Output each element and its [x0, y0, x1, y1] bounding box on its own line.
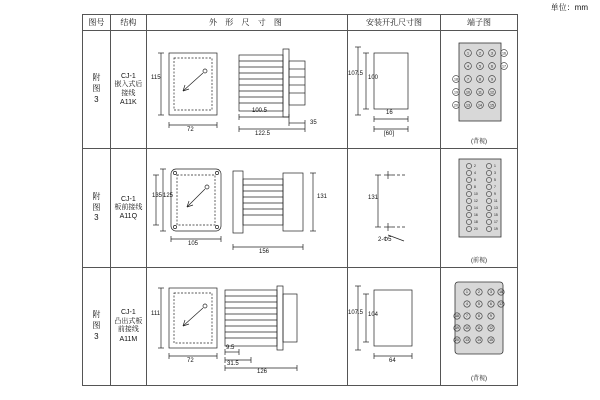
svg-text:14: 14	[473, 206, 478, 211]
svg-text:20: 20	[455, 337, 459, 342]
svg-text:19: 19	[453, 90, 458, 95]
row1-dim-1225: 122.5	[254, 131, 270, 137]
cell-hole-2	[347, 149, 440, 267]
svg-text:15: 15	[493, 213, 498, 218]
svg-text:2: 2	[478, 289, 480, 294]
svg-text:8: 8	[478, 77, 481, 82]
svg-text:7: 7	[493, 185, 496, 190]
mounting-hole-drawing-2	[348, 149, 440, 265]
svg-text:3: 3	[490, 51, 493, 56]
cell-no-2	[83, 149, 111, 267]
row1-dim-72: 72	[186, 127, 194, 133]
row3-model: CJ-1	[120, 309, 136, 317]
row3-hole-1075: 107.5	[347, 309, 363, 316]
row1-term-note: (背视)	[470, 139, 487, 146]
svg-text:14: 14	[477, 103, 482, 108]
svg-text:17: 17	[499, 301, 503, 306]
row2-model: CJ-1	[120, 195, 136, 203]
svg-text:18: 18	[473, 220, 478, 225]
cell-hole-1	[347, 31, 440, 149]
svg-text:10: 10	[473, 192, 478, 197]
svg-text:1: 1	[493, 164, 496, 169]
mounting-hole-drawing-1	[348, 31, 440, 147]
mounting-hole-drawing-3	[348, 268, 440, 384]
outline-drawing-3	[147, 268, 347, 384]
svg-text:16: 16	[473, 213, 478, 218]
row3-struct-code: A11M	[119, 336, 138, 344]
svg-text:3: 3	[493, 171, 496, 176]
svg-text:8: 8	[473, 185, 476, 190]
svg-text:5: 5	[478, 64, 481, 69]
row1-model: CJ-1	[120, 72, 136, 80]
row2-dim-131: 131	[316, 194, 327, 201]
row2-dim-105: 105	[187, 241, 198, 248]
row1-dim-1005: 100.5	[251, 108, 267, 114]
svg-text:13: 13	[465, 103, 470, 108]
svg-text:4: 4	[466, 301, 468, 306]
svg-text:9: 9	[490, 77, 493, 82]
row1-struct-code: A11K	[120, 99, 137, 107]
row3-hole-104: 104	[367, 311, 378, 318]
svg-text:19: 19	[493, 227, 498, 232]
row1-dim-35: 35	[309, 120, 317, 126]
svg-text:2: 2	[473, 164, 476, 169]
svg-text:10: 10	[465, 325, 469, 330]
row2-dim-125: 125	[162, 193, 173, 200]
row3-dim-315: 31.5	[226, 360, 239, 367]
table-header-row	[83, 15, 518, 31]
cell-dim-2	[146, 149, 347, 267]
row1-hole-60: [60]	[383, 131, 394, 137]
row1-no-line1: 附	[92, 73, 101, 83]
row2-struct-code: A11Q	[119, 213, 138, 221]
svg-text:1: 1	[466, 51, 469, 56]
svg-text:20: 20	[453, 103, 458, 108]
header-dim: 外 形 尺 寸 图	[146, 15, 347, 31]
row1-struct-text: 嵌入式后接线	[114, 80, 143, 97]
row1-hole-16: 16	[385, 110, 393, 116]
cell-term-3	[440, 267, 517, 385]
row1-hole-100: 100	[367, 75, 378, 81]
row3-term-note: (背视)	[470, 376, 487, 382]
svg-text:16: 16	[501, 51, 506, 56]
header-struct: 结构	[110, 15, 146, 31]
svg-text:15: 15	[489, 103, 494, 108]
svg-text:17: 17	[501, 64, 506, 69]
svg-text:15: 15	[489, 337, 493, 342]
cell-dim-3	[146, 267, 347, 385]
svg-text:17: 17	[493, 220, 498, 225]
svg-text:13: 13	[465, 337, 469, 342]
cell-dim-1	[146, 31, 347, 149]
terminal-diagram-1	[441, 31, 517, 147]
svg-text:19: 19	[455, 325, 459, 330]
svg-text:9: 9	[490, 313, 492, 318]
table-row	[83, 267, 518, 385]
row3-dim-72: 72	[186, 357, 194, 364]
terminal-diagram-2	[441, 149, 517, 265]
svg-text:8: 8	[478, 313, 480, 318]
cell-hole-3	[347, 267, 440, 385]
cell-struct-3	[110, 267, 146, 385]
svg-text:2: 2	[478, 51, 481, 56]
svg-text:11: 11	[478, 90, 482, 95]
svg-text:6: 6	[490, 64, 493, 69]
outline-drawing-2	[147, 149, 347, 265]
svg-text:10: 10	[465, 90, 470, 95]
svg-text:7: 7	[466, 77, 469, 82]
table-row	[83, 31, 518, 149]
cell-struct-1	[110, 31, 146, 149]
row2-no-line1: 附	[92, 191, 101, 201]
svg-text:6: 6	[473, 178, 476, 183]
svg-text:6: 6	[490, 301, 492, 306]
specification-table	[82, 14, 518, 386]
row3-no-line1: 附	[92, 310, 101, 320]
svg-text:12: 12	[473, 199, 478, 204]
header-term: 端子图	[440, 15, 517, 31]
row3-no-line2: 图	[92, 320, 101, 330]
svg-text:5: 5	[493, 178, 496, 183]
outline-drawing-1	[147, 31, 347, 147]
svg-text:11: 11	[493, 199, 498, 204]
row2-struct-text: 板前接线	[114, 203, 143, 211]
row3-dim-126: 126	[256, 368, 267, 375]
row2-hole-131: 131	[367, 195, 378, 202]
row3-hole-64: 64	[388, 357, 396, 364]
svg-text:14: 14	[477, 337, 481, 342]
svg-text:18: 18	[455, 313, 459, 318]
row2-no-line3: 3	[94, 213, 99, 223]
svg-text:9: 9	[493, 192, 496, 197]
row1-no-line2: 图	[92, 84, 101, 94]
svg-text:13: 13	[493, 206, 498, 211]
header-no: 图号	[83, 15, 111, 31]
svg-text:12: 12	[489, 90, 494, 95]
svg-text:11: 11	[477, 325, 481, 330]
row3-no-line3: 3	[94, 331, 99, 341]
row2-no-line2: 图	[92, 202, 101, 212]
cell-term-1	[440, 31, 517, 149]
svg-text:4: 4	[473, 171, 476, 176]
svg-text:20: 20	[473, 227, 478, 232]
svg-text:5: 5	[478, 301, 480, 306]
row2-dim-135: 135	[151, 193, 162, 200]
svg-text:12: 12	[489, 325, 493, 330]
unit-label: 单位：mm	[550, 3, 588, 12]
row3-dim-95: 9.5	[225, 344, 235, 351]
svg-text:3: 3	[490, 289, 492, 294]
row2-term-note: (前视)	[470, 257, 487, 264]
svg-text:1: 1	[466, 289, 468, 294]
row1-hole-1075: 107.5	[347, 71, 363, 77]
terminal-diagram-3	[441, 268, 517, 384]
row3-dim-111: 111	[150, 310, 161, 317]
row3-struct-text: 凸出式板前接线	[114, 317, 143, 334]
cell-no-1	[83, 31, 111, 149]
header-hole: 安装开孔尺寸图	[347, 15, 440, 31]
svg-text:4: 4	[466, 64, 469, 69]
svg-text:7: 7	[466, 313, 468, 318]
svg-text:16: 16	[499, 289, 503, 294]
row2-dim-156: 156	[258, 249, 269, 256]
cell-no-3	[83, 267, 111, 385]
svg-text:18: 18	[453, 77, 458, 82]
cell-struct-2	[110, 149, 146, 267]
row1-dim-115: 115	[150, 75, 161, 81]
cell-term-2	[440, 149, 517, 267]
table-row	[83, 149, 518, 267]
row2-hole-2phi5: 2-Φ5	[377, 237, 392, 244]
row1-no-line3: 3	[94, 95, 99, 105]
